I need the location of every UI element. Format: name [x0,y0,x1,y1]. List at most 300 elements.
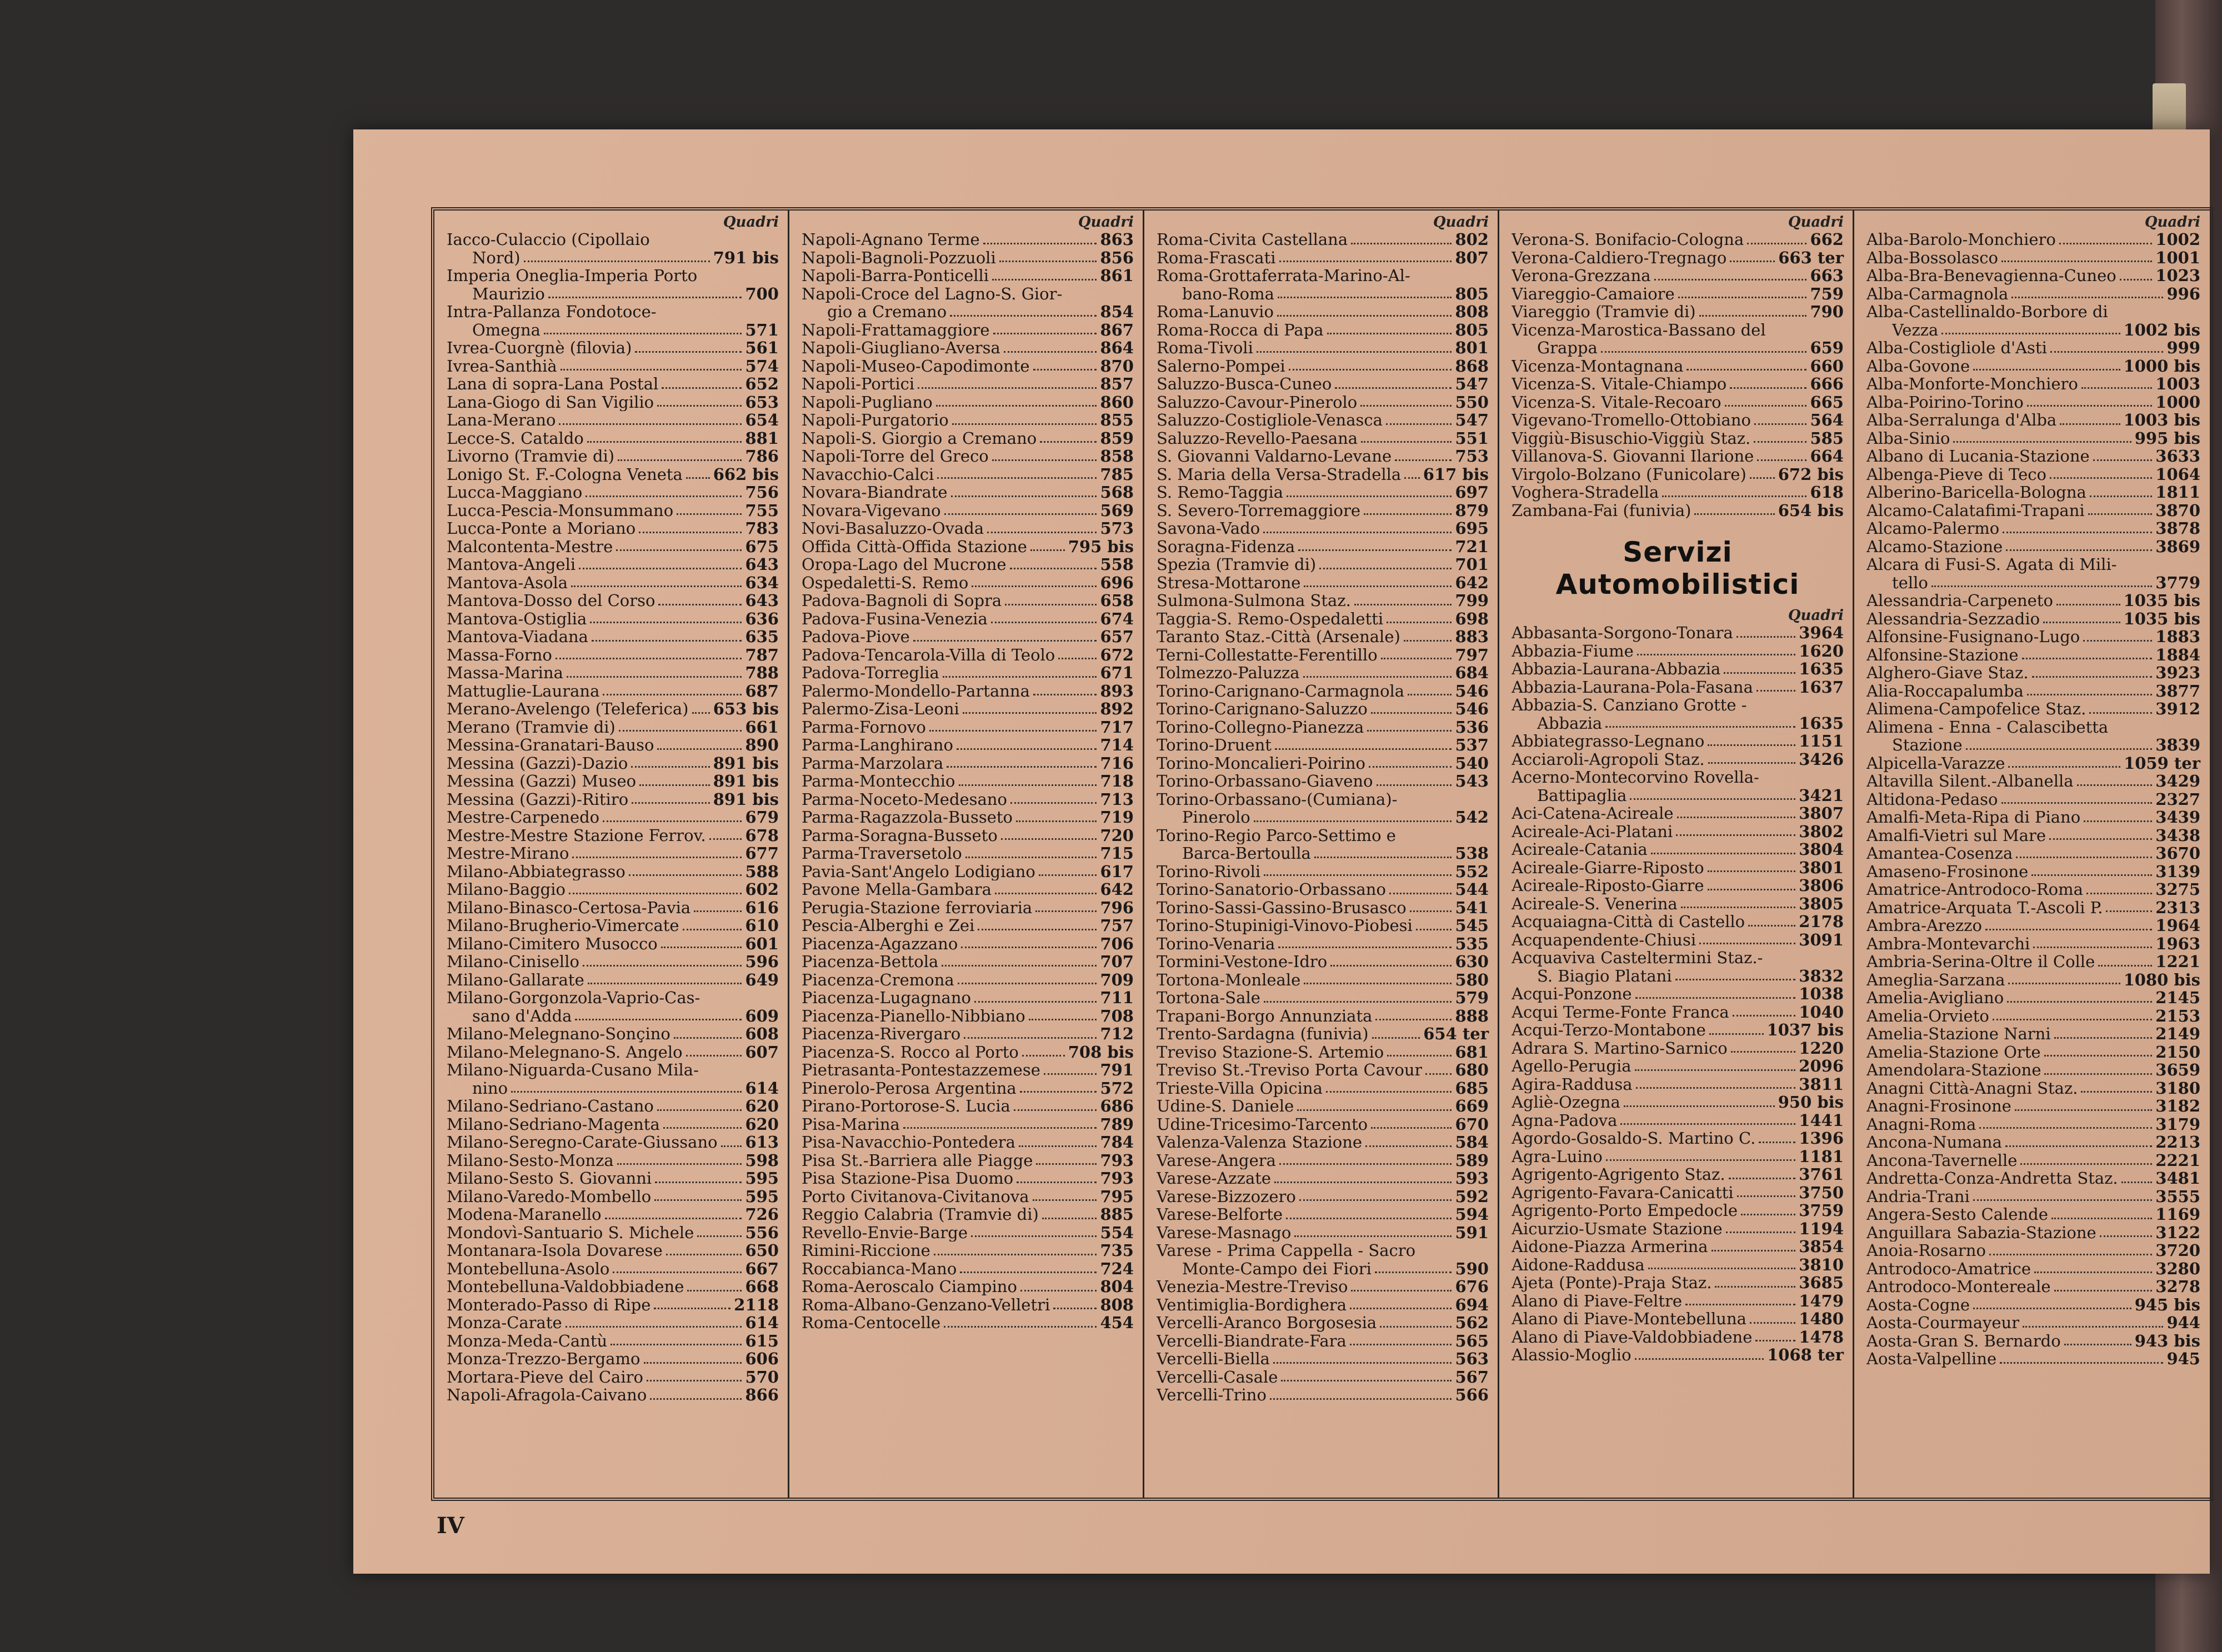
leader-dots [610,1344,742,1345]
route-name: tello [1892,573,1928,592]
route-name: Saluzzo-Costigliole-Venasca [1157,411,1383,429]
table-number: 561 [745,338,779,357]
route-name: Sulmona-Sulmona Staz. [1157,592,1351,610]
index-entry [1866,429,2200,448]
route-name: S. Remo-Taggia [1157,483,1284,502]
table-number: 3139 [2155,862,2200,881]
leader-dots [1279,261,1452,262]
index-entry [447,917,779,935]
leader-dots [1330,965,1452,967]
table-number: 1023 [2155,266,2200,285]
leader-dots [2050,351,2164,353]
leader-dots [1741,1214,1795,1215]
leader-dots [950,315,1097,317]
index-entry [447,1097,779,1115]
leader-dots [1754,423,1807,425]
table-number: 567 [1455,1367,1489,1386]
leader-dots [2027,405,2152,407]
index-entry [802,1314,1134,1332]
route-name: Abbazia-Laurana-Abbazia [1512,660,1721,678]
table-number: 1003 bis [2123,411,2200,429]
leader-dots [592,640,742,642]
leader-dots [2007,1001,2152,1003]
table-number: 685 [1455,1078,1489,1098]
table-number: 537 [1455,735,1489,754]
index-entry [1157,538,1489,556]
table-number: 860 [1100,392,1134,412]
leader-dots [1685,1304,1795,1305]
leader-dots [1270,1398,1452,1400]
table-number: 538 [1455,844,1489,863]
leader-dots [1941,333,2120,334]
leader-dots [2083,640,2152,642]
route-name: Alano di Piave-Feltre [1512,1291,1682,1310]
table-number: 1620 [1799,641,1844,660]
route-name: Torino-Venaria [1157,934,1275,953]
index-entry [802,754,1134,773]
index-entry [1866,718,2200,737]
index-entry [447,700,779,718]
table-number: 3659 [2155,1060,2200,1079]
route-name: Parma-Traversetolo [802,844,962,863]
table-number: 863 [1100,230,1134,249]
table-number: 3878 [2155,519,2200,538]
index-entry [1512,393,1844,412]
leader-dots [2100,1235,2153,1237]
route-name: Alcamo-Stazione [1866,537,2003,555]
route-name: Terni-Collestatte-Ferentillo [1157,645,1378,664]
route-name: Anagni-Frosinone [1866,1097,2011,1115]
route-name: Vezza [1892,321,1939,339]
leader-dots [2005,1145,2152,1147]
index-entry [1866,682,2200,700]
leader-dots [1635,1358,1764,1360]
route-name: Lucca-Maggiano [447,483,583,502]
leader-dots [1973,1308,2131,1309]
index-entry [1866,1296,2200,1314]
index-entry [802,249,1134,267]
route-name: Roma-Tivoli [1157,339,1253,357]
table-number: 1037 bis [1766,1020,1844,1039]
table-number: 2327 [2155,789,2200,809]
index-entry [802,538,1134,556]
leader-dots [999,261,1097,262]
index-entry [1157,971,1489,989]
index-entry [1157,880,1489,899]
route-name: Roma-Albano-Genzano-Velletri [802,1295,1050,1314]
index-entry [1157,863,1489,881]
route-name: Roma-Civita Castellana [1157,231,1348,249]
index-entry [802,285,1134,303]
index-entry [1866,1332,2200,1350]
table-number: 620 [745,1097,779,1115]
leader-dots [1036,1163,1097,1165]
table-number: 717 [1100,717,1134,737]
index-entry [1512,1093,1844,1112]
leader-dots [944,1326,1097,1328]
leader-dots [618,459,742,461]
route-name: Maurizio [472,284,545,303]
leader-dots [2011,297,2163,298]
index-entry [1866,646,2200,664]
index-entry [1157,465,1489,484]
index-entry [447,827,779,845]
leader-dots [657,1109,742,1111]
table-number: 642 [1455,573,1489,592]
table-number: 554 [1100,1223,1134,1242]
table-number: 535 [1455,934,1489,953]
leader-dots [1040,441,1097,443]
table-number: 1479 [1799,1291,1844,1310]
route-name: Antrodoco-Montereale [1866,1278,2051,1296]
index-entry [1866,772,2200,790]
leader-dots [1039,874,1097,876]
leader-dots [2016,857,2152,858]
route-name: Saluzzo-Cavour-Pinerolo [1157,393,1358,411]
route-name: Revello-Envie-Barge [802,1223,968,1241]
index-entry [447,1332,779,1350]
leader-dots [992,279,1097,281]
table-number: 670 [1455,1114,1489,1134]
leader-dots [1371,1127,1452,1129]
route-name: Alba-Barolo-Monchiero [1866,231,2056,249]
index-entry [1512,429,1844,448]
route-name: Vicenza-S. Vitale-Recoaro [1512,393,1721,411]
leader-dots [1993,1019,2152,1020]
route-name: Napoli-Barra-Ponticelli [802,267,989,285]
route-name: Spezia (Tramvie di) [1157,555,1317,574]
table-number: 1637 [1799,677,1844,697]
leader-dots [1278,297,1452,298]
leader-dots [1624,1105,1775,1107]
index-column-1 [434,211,789,1498]
index-entry [1866,483,2200,502]
route-name: Agrigento-Favara-Canicatti [1512,1183,1734,1202]
index-entry [1866,1115,2200,1134]
leader-dots [2077,784,2153,786]
index-entry [1512,447,1844,465]
table-number: 868 [1455,356,1489,376]
leader-dots [1279,1163,1452,1165]
index-entry [1157,1224,1489,1242]
leader-dots [1350,1344,1452,1345]
route-name: Soragna-Fidenza [1157,537,1295,555]
leader-dots [2121,1182,2153,1183]
route-name: Taggia-S. Remo-Ospedaletti [1157,609,1384,628]
table-number: 669 [1455,1097,1489,1115]
index-entry [447,538,779,556]
route-name: Anguillara Sabazia-Stazione [1866,1223,2096,1241]
route-name: Mattuglie-Laurana [447,682,600,700]
index-entry [802,231,1134,249]
index-entry [802,483,1134,502]
leader-dots [617,1163,742,1165]
table-number: 1002 bis [2123,320,2200,339]
index-entry [802,1278,1134,1296]
table-number: 788 [745,663,779,682]
route-name: Agliè-Ozegna [1512,1093,1620,1112]
index-entry [1157,917,1489,935]
table-number: 891 bis [713,789,779,809]
table-number: 3182 [2155,1097,2200,1115]
index-entry [802,646,1134,664]
index-entry [802,375,1134,393]
table-number: 3685 [1799,1273,1844,1292]
table-number: 543 [1455,772,1489,790]
leader-dots [2089,712,2152,714]
table-number: 3810 [1799,1255,1844,1274]
leader-dots [2000,1362,2163,1364]
route-name: Milano-Cimitero Musocco [447,934,658,953]
leader-dots [2001,261,2152,262]
table-number: 653 bis [713,699,779,718]
index-entry [1157,628,1489,646]
leader-dots [992,459,1097,461]
index-entry [1157,1025,1489,1043]
route-name: Grappa [1537,339,1598,357]
table-number: 654 bis [1778,500,1844,520]
index-entry [802,321,1134,339]
route-name: Messina (Gazzi) Museo [447,772,637,790]
route-name: Amendolara-Stazione [1866,1061,2041,1079]
route-name: Trento-Sardagna (funivia) [1157,1025,1369,1043]
index-entry [447,1296,779,1314]
route-name: Abbazia-S. Canziano Grotte - [1512,696,1747,714]
leader-dots [1711,1250,1796,1251]
table-number: 650 [745,1241,779,1260]
leader-dots [1725,405,1807,407]
route-name: Montebelluna-Asolo [447,1259,610,1278]
route-name: Pietrasanta-Pontestazzemese [802,1061,1040,1079]
leader-dots [1985,929,2152,930]
leader-dots [1731,1051,1796,1053]
index-entry [1512,823,1844,841]
index-entry [447,971,779,989]
route-name: Angera-Sesto Calende [1866,1205,2048,1224]
index-entry [447,1007,779,1025]
route-name: Pavia-Sant'Angelo Lodigiano [802,862,1035,880]
route-name: Amalfi-Meta-Ripa di Piano [1866,808,2081,827]
leader-dots [2059,243,2152,244]
index-entry [1157,1278,1489,1296]
index-column-5 [1854,211,2209,1498]
leader-dots [635,351,742,353]
table-number: 569 [1100,500,1134,520]
table-number: 616 [745,898,779,917]
index-entry [1157,375,1489,393]
index-entry [447,628,779,646]
index-entry [1866,1260,2200,1278]
index-entry [1866,1133,2200,1152]
table-number: 2149 [2155,1024,2200,1043]
table-number: 1000 [2155,392,2200,412]
index-entry [447,953,779,971]
index-entry [1157,754,1489,773]
leader-dots [951,495,1097,497]
table-number: 892 [1100,699,1134,718]
leader-dots [2120,279,2153,281]
leader-dots [1681,907,1796,908]
route-name: S. Severo-Torremaggiore [1157,501,1361,519]
index-entry [447,321,779,339]
route-name: Barca-Bertoulla [1182,844,1311,863]
leader-dots [1264,874,1452,876]
route-name: bano-Roma [1182,284,1274,303]
route-name: Monza-Trezzo-Bergamo [447,1350,640,1368]
table-number: 694 [1455,1295,1489,1314]
table-number: 659 [1810,338,1844,357]
route-name: Alba-Serralunga d'Alba [1866,411,2057,429]
index-entry [1866,628,2200,646]
index-entry [802,1241,1134,1260]
route-name: Napoli-Pugliano [802,393,933,411]
leader-dots [1281,1380,1452,1381]
index-entry [1512,1165,1844,1184]
route-name: Pirano-Portorose-S. Lucia [802,1097,1010,1115]
leader-dots [687,1290,742,1291]
index-entry [447,1314,779,1332]
leader-dots [1354,604,1452,605]
route-name: Varese - Prima Cappella - Sacro [1157,1241,1416,1260]
route-name: Monterado-Passo di Ripe [447,1295,651,1314]
table-number: 1040 [1799,1002,1844,1022]
index-entry [1512,1057,1844,1075]
index-entry [1866,592,2200,610]
route-name: Piacenza-Rivergaro [802,1025,961,1043]
table-number: 716 [1100,753,1134,773]
leader-dots [1989,1254,2152,1255]
index-entry [1157,1368,1489,1386]
route-name: Agra-Luino [1512,1147,1603,1165]
index-entry [447,1224,779,1242]
route-name: Acquapendente-Chiusi [1512,930,1696,949]
index-entry [802,790,1134,809]
index-entry [802,1025,1134,1043]
route-name: Anoia-Rosarno [1866,1241,1986,1260]
leader-dots [937,477,1097,479]
route-name: Abbiategrasso-Legnano [1512,732,1705,750]
index-entry [1157,718,1489,737]
index-entry [1866,790,2200,809]
route-name: Acquaiagna-Città di Castello [1512,913,1745,931]
leader-dots [1678,297,1807,298]
leader-dots [1730,261,1775,262]
route-name: Parma-Noceto-Medesano [802,790,1007,808]
route-name: Torino-Orbassano-Giaveno [1157,772,1373,790]
leader-dots [1756,690,1795,692]
index-entry [1512,231,1844,249]
index-entry [1157,736,1489,754]
leader-dots [1979,1127,2152,1129]
index-entry [802,1169,1134,1188]
route-name: Milano-Sedriano-Magenta [447,1115,660,1133]
route-name: Acireale-Catania [1512,840,1648,859]
table-number: 3438 [2155,825,2200,845]
index-entry [802,628,1134,646]
table-number: 3802 [1799,822,1844,841]
route-name: Alba-Carmagnola [1866,284,2009,303]
leader-dots [1677,817,1796,818]
route-name: Palermo-Mondello-Partanna [802,682,1030,700]
table-number: 598 [745,1150,779,1170]
table-number: 708 [1100,1006,1134,1025]
route-name: Alano di Piave-Montebelluna [1512,1310,1746,1328]
leader-dots [559,423,742,425]
leader-dots [943,676,1097,678]
leader-dots [1058,658,1097,659]
leader-dots [987,532,1097,533]
route-name: Mortara-Pieve del Cairo [447,1368,643,1386]
index-entry [1157,1043,1489,1062]
index-entry [1866,465,2200,484]
route-name: Acquaviva Casteltermini Staz.- [1512,949,1763,967]
index-entry [802,267,1134,285]
index-entry [1866,899,2200,917]
index-entry [802,1115,1134,1134]
index-entry [1157,592,1489,610]
leader-dots [1651,853,1796,854]
table-number: 547 [1455,374,1489,393]
index-entry [447,790,779,809]
index-entry [1512,913,1844,931]
table-number: 3870 [2155,500,2200,520]
index-entry [802,1152,1134,1170]
leader-dots [1372,1037,1420,1039]
table-number: 590 [1455,1259,1489,1278]
leader-dots [2098,965,2152,967]
index-entry [802,917,1134,935]
leader-dots [2088,513,2153,515]
route-name: Alghero-Giave Staz. [1866,664,2029,682]
route-name: Acqui Terme-Fonte Franca [1512,1003,1729,1021]
leader-dots [1636,1087,1796,1089]
index-entry [447,429,779,448]
table-number: 1003 [2155,374,2200,393]
index-entry [1512,249,1844,267]
route-name: Amantea-Cosenza [1866,844,2013,863]
table-number: 661 [745,717,779,737]
index-entry [1512,1346,1844,1364]
table-number: 1000 bis [2123,356,2200,376]
index-entry [447,1115,779,1134]
index-entry [802,465,1134,484]
index-entry [447,1133,779,1152]
leader-dots [1033,694,1097,695]
route-name: Novara-Biandrate [802,483,948,502]
index-entry [447,519,779,538]
route-name: Varese-Azzate [1157,1169,1272,1188]
route-name: Piacenza-Cremona [802,970,954,989]
index-entry [1157,827,1489,845]
quadri-column-header: Quadri [1433,214,1489,231]
table-number: 686 [1100,1097,1134,1115]
table-number: 3761 [1799,1165,1844,1184]
route-name: Milano-Gorgonzola-Vaprio-Cas- [447,989,700,1007]
leader-dots [1319,568,1452,569]
index-table-frame [431,207,2213,1501]
table-number: 1220 [1799,1038,1844,1058]
leader-dots [2020,1163,2152,1165]
index-entry [1866,393,2200,412]
leader-dots [1371,712,1452,714]
leader-dots [1605,726,1795,728]
index-entry [1866,357,2200,376]
index-entry [1512,877,1844,895]
leader-dots [1635,997,1796,999]
leader-dots [1297,1109,1452,1111]
route-name: Torino-Regio Parco-Settimo e [1157,826,1396,844]
table-number: 796 [1100,898,1134,917]
